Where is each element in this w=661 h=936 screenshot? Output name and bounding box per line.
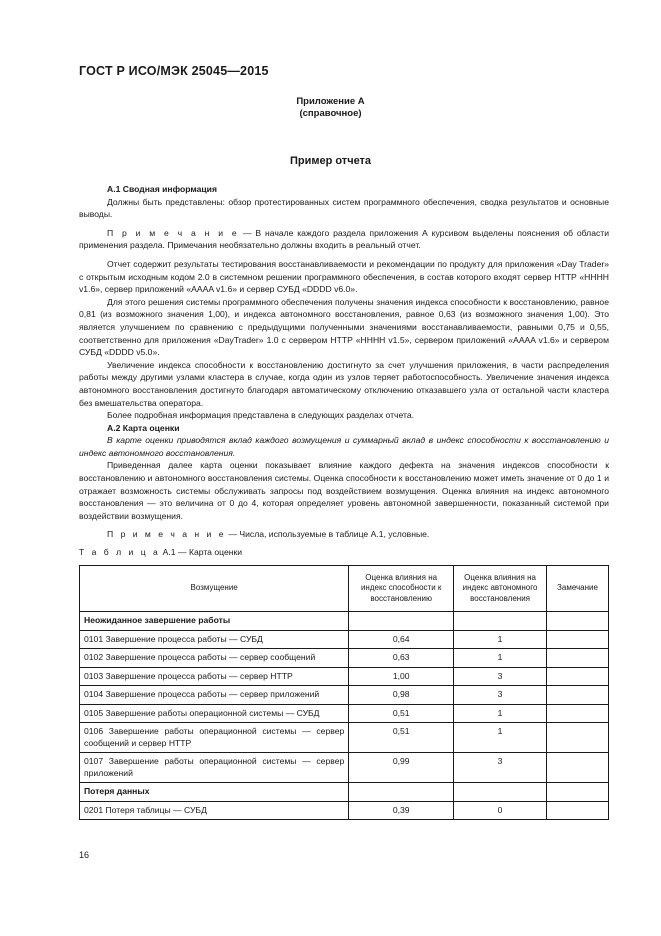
row-remark — [547, 649, 609, 668]
row-recovery-score: 0,39 — [349, 801, 454, 820]
row-remark — [547, 686, 609, 705]
group-label: Неожиданное завершение работы — [80, 612, 349, 631]
row-remark — [547, 630, 609, 649]
section-a1-paragraph-4: Увеличение индекса способности к восстановлению достигнуто за счет улучшения приложения, в части распределения работы между другими узлами кластера в случае, когда один из узлов теряет работоспособность. Увеличение значения индекса автономного восстановления достигнуто благодаря автоматическому отключению отказавшего узла от остальной части кластера без вмешательства оператора. — [79, 359, 609, 408]
report-title: Пример отчета — [289, 155, 372, 167]
table-row — [80, 630, 609, 649]
row-autonomic-score: 0 — [454, 801, 547, 820]
body-text — [79, 183, 609, 541]
row-autonomic-score: 1 — [454, 704, 547, 723]
section-a1-paragraph-1: Должны быть представлены: обзор протестированных систем программного обеспечения, сводка результатов и основные выводы. — [79, 196, 609, 220]
row-disturbance: 0103 Завершение процесса работы — сервер HTTP — [80, 667, 349, 686]
row-disturbance: 0101 Завершение процесса работы — СУБД — [80, 630, 349, 649]
header-remark: Замечание — [547, 566, 609, 612]
section-a1-paragraph-2: Отчет содержит результаты тестирования восстанавливаемости и рекомендации по продукту для приложения «Day Trader» с открытым исходным кодом 2.0 в системном решении программного обеспечения, в состав которого входят сервер HTTP «HHHH v1.6», сервер приложений «AAAA v1.6» и сервер СУБД «DDDD v6.0». — [79, 258, 609, 295]
note-2-label: П р и м е ч а н и е — [107, 529, 227, 540]
row-recovery-score: 0,51 — [349, 704, 454, 723]
row-disturbance: 0104 Завершение процесса работы — сервер приложений — [80, 686, 349, 705]
table-row — [80, 801, 609, 820]
header-recovery-index: Оценка влияния на индекс способности к восстановлению — [349, 566, 454, 612]
row-autonomic-score: 3 — [454, 753, 547, 783]
appendix-subtitle: (справочное) — [299, 108, 362, 119]
row-disturbance: 0105 Завершение работы операционной системы — СУБД — [80, 704, 349, 723]
table-header-row — [80, 566, 609, 612]
row-remark — [547, 753, 609, 783]
section-a2-paragraph-1: Приведенная далее карта оценки показывает влияние каждого дефекта на значения индексов способности к восстановлению и автономного восстановления системы. Оценка способности к восстановлению может иметь значение от 0 до 1 и отражает возможность системы обслуживать запросы под воздействием возмущения. Оценка влияния на индекс автономного восстановления — это величина от 0 до 4, которая определяет уровень автономной завершенности, показанный системой при воздействии возмущения. — [79, 460, 609, 521]
note-1-label: П р и м е ч а н и е — [107, 227, 240, 238]
row-autonomic-score: 1 — [454, 649, 547, 668]
section-a2-italic: В карте оценки приводятся вклад каждого возмущения и суммарный вклад в индекс способности к восстановлению и индекс автономного восстановления. — [79, 435, 609, 458]
appendix-title: Приложение А — [296, 96, 365, 107]
table-row — [80, 649, 609, 668]
table-row — [80, 667, 609, 686]
page-number: 16 — [79, 850, 90, 860]
row-recovery-score: 1,00 — [349, 667, 454, 686]
header-disturbance: Возмущение — [80, 566, 349, 612]
row-disturbance: 0102 Завершение процесса работы — сервер сообщений — [80, 649, 349, 668]
note-1 — [79, 227, 609, 252]
score-table — [79, 565, 609, 820]
row-remark — [547, 801, 609, 820]
row-disturbance: 0201 Потеря таблицы — СУБД — [80, 801, 349, 820]
note-2 — [79, 528, 609, 541]
row-recovery-score: 0,63 — [349, 649, 454, 668]
table-row — [80, 686, 609, 705]
table-group-row — [80, 783, 609, 802]
section-a2-heading: А.2 Карта оценки — [107, 422, 180, 433]
note-1-text: — В начале каждого раздела приложения А курсивом выделены пояснения об области применения раздела. Примечания необязательно должны входить в реальный отчет. — [79, 227, 610, 251]
header-autonomic-index: Оценка влияния на индекс автономного восстановления — [454, 566, 547, 612]
row-recovery-score: 0,99 — [349, 753, 454, 783]
table-caption — [79, 547, 242, 557]
document-header: ГОСТ Р ИСО/МЭК 25045—2015 — [79, 64, 269, 78]
row-autonomic-score: 3 — [454, 686, 547, 705]
row-disturbance: 0107 Завершение работы операционной системы — сервер приложений — [80, 753, 349, 783]
row-autonomic-score: 1 — [454, 630, 547, 649]
section-a1-heading: А.1 Сводная информация — [107, 184, 217, 194]
table-row — [80, 723, 609, 753]
row-remark — [547, 667, 609, 686]
table-caption-text: А.1 — Карта оценки — [160, 547, 243, 557]
row-recovery-score: 0,98 — [349, 686, 454, 705]
row-remark — [547, 723, 609, 753]
table-row — [80, 704, 609, 723]
table-group-row — [80, 612, 609, 631]
section-a1-paragraph-5: Более подробная информация представлена в следующих разделах отчета. — [107, 410, 415, 421]
table-caption-label: Т а б л и ц а — [79, 547, 161, 557]
row-recovery-score: 0,64 — [349, 630, 454, 649]
row-remark — [547, 704, 609, 723]
table-row — [80, 753, 609, 783]
row-autonomic-score: 3 — [454, 667, 547, 686]
section-a1-paragraph-3: Для этого решения системы программного обеспечения получены значения индекса способности к восстановлению, равное 0,81 (из возможного значения 1,00), и индекса автономного восстановления, равное 0,63 (из возможного значения 1,00). Это является улучшением по сравнению с предыдущими полученными значениями восстанавливаемости, равными 0,75 и 0,55, соответственно для приложения «DayTrader» 1.0 с сервером HTTP «HHHH v1.5», сервером приложений «AAAA v1.6» и сервером СУБД «DDDD v5.0». — [79, 296, 609, 358]
note-2-text: — Числа, используемые в таблице А.1, условные. — [226, 529, 430, 540]
row-disturbance: 0106 Завершение работы операционной системы — сервер сообщений и сервер HTTP — [80, 723, 349, 753]
group-label: Потеря данных — [80, 783, 349, 802]
row-recovery-score: 0,51 — [349, 723, 454, 753]
row-autonomic-score: 1 — [454, 723, 547, 753]
